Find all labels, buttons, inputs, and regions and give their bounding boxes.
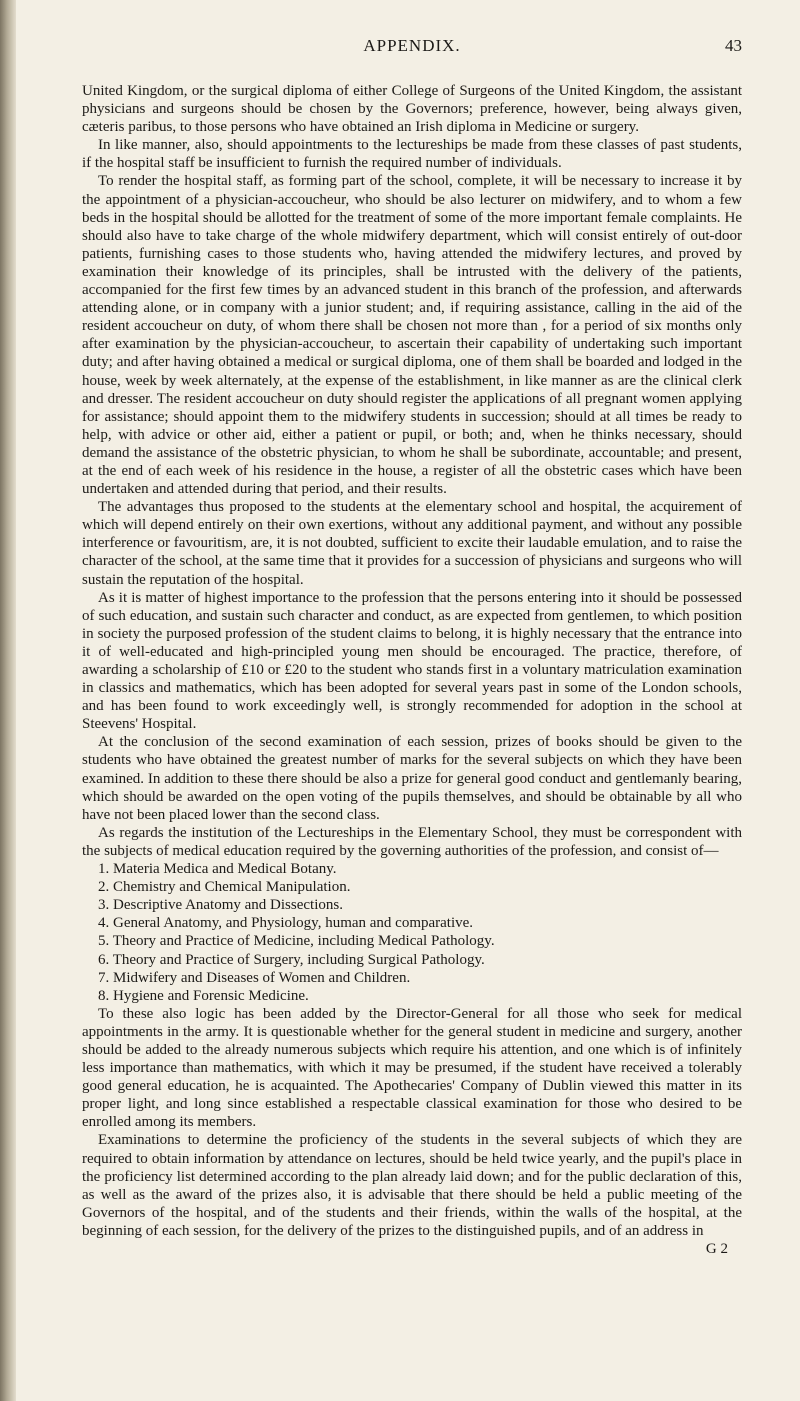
running-head xyxy=(82,36,742,62)
paragraph: To these also logic has been added by the Director-General for all those who seek for medical appointments in the army. It is questionable whether for the general student in medicine and surgery, another should be added to the already numerous subjects which require his attention, and one which is of infinitely less importance than mathematics, with which it may be presumed, if the student have received a tolerably good general education, he is acquainted. The Apothecaries' Company of Dublin viewed this matter in its proper light, and long since established a respectable classical examination for those who desired to be enrolled among its members. xyxy=(82,1005,742,1131)
list-item: 2. Chemistry and Chemical Manipulation. xyxy=(98,879,351,896)
paragraph: As it is matter of highest importance to the profession that the persons entering into it should be possessed of such education, and sustain such character and conduct, as are expected from gentlemen, to which position in society the purposed profession of the student claims to belong, it is highly necessary that the entrance into it of well-educated and high-principled young men should be encouraged. The practice, therefore, of awarding a scholarship of £10 or £20 to the student who stands first in a voluntary matriculation examination in classics and mathematics, which has been adopted for several years past in some of the London schools, and has been found to work exceedingly well, is strongly recommended for adoption in the school at Steevens' Hospital. xyxy=(82,589,742,733)
paragraph: In like manner, also, should appointments to the lectureships be made from these classes of past students, if the hospital staff be insufficient to furnish the required number of individuals. xyxy=(82,137,742,172)
paragraph: At the conclusion of the second examination of each session, prizes of books should be given to the students who have obtained the greatest number of marks for the several subjects on which they have been examined. In addition to these there should be also a prize for general good conduct and gentlemanly bearing, which should be awarded on the open voting of the pupils themselves, and should be obtainable by all who have not been placed lower than the second class. xyxy=(82,734,742,823)
list-item: 1. Materia Medica and Medical Botany. xyxy=(98,861,337,878)
paragraph: To render the hospital staff, as forming part of the school, complete, it will be necessary to increase it by the appointment of a physician-accoucheur, who should be also lecturer on midwifery, and to whom a few beds in the hospital should be allotted for the treatment of some of the more important female complaints. He should also have to take charge of the whole midwifery department, which will consist entirely of out-door patients, furnishing cases to those students who, having attended the midwifery lectures, and proved by examination their knowledge of its principles, shall be intrusted with the delivery of the patients, accompanied for the first few times by an advanced student in this branch of the profession, and afterwards attending alone, or in company with a junior student; and, if requiring assistance, calling in the aid of the resident accoucheur on duty, of whom there shall be chosen not more than , for a period of six months only after examination by the physician-accoucheur, to ascertain their capability of undertaking such important duty; and after having obtained a medical or surgical diploma, one of them shall be boarded and lodged in the house, week by week alternately, at the expense of the establishment, in like manner as are the clinical clerk and dresser. The resident accoucheur on duty should register the applications of all pregnant women applying for assistance; should appoint them to the midwifery students in succession; should at all times be ready to help, with advice or other aid, either a patient or pupil, or both; and, when he thinks necessary, should demand the assistance of the obstetric physician, to whom he shall be subordinate, accountable; and present, at the end of each week of his residence in the house, a register of all the obstetric cases which have been undertaken and attended during that period, and their results. xyxy=(82,173,742,498)
list-item: 3. Descriptive Anatomy and Dissections. xyxy=(98,897,343,914)
signature-mark: G 2 xyxy=(705,1241,728,1257)
list-item: 8. Hygiene and Forensic Medicine. xyxy=(98,987,309,1004)
list-item: 7. Midwifery and Diseases of Women and Children. xyxy=(98,969,411,986)
subject-list xyxy=(82,860,742,1005)
list-item: 5. Theory and Practice of Medicine, including Medical Pathology. xyxy=(98,933,495,950)
list-item: 6. Theory and Practice of Surgery, including Surgical Pathology. xyxy=(98,951,485,968)
paragraph: As regards the institution of the Lectureships in the Elementary School, they must be correspondent with the subjects of medical education required by the governing authorities of the profession, and consist of— xyxy=(82,824,742,859)
page-title: APPENDIX. xyxy=(363,36,461,55)
book-page xyxy=(82,36,742,1258)
paragraph: United Kingdom, or the surgical diploma of either College of Surgeons of the United Kingdom, the assistant physicians and surgeons should be chosen by the Governors; preference, however, being always given, cæteris paribus, to those persons who have obtained an Irish diploma in Medicine or surgery. xyxy=(82,83,742,136)
list-item: 4. General Anatomy, and Physiology, human and comparative. xyxy=(98,915,474,932)
page-number: 43 xyxy=(725,36,742,55)
paragraph: The advantages thus proposed to the students at the elementary school and hospital, the acquirement of which will depend entirely on their own exertions, without any additional payment, and without any possible interference or favouritism, are, it is not doubted, sufficient to excite their laudable emulation, and to raise the character of the school, at the same time that it provides for a succession of physicians and surgeons who will sustain the reputation of the hospital. xyxy=(82,499,742,588)
book-spine-shadow xyxy=(0,0,16,1401)
paragraph: Examinations to determine the proficiency of the students in the several subjects of which they are required to obtain information by attendance on lectures, should be held twice yearly, and the pupil's place in the proficiency list determined according to the plan already laid down; and for the public declaration of this, as well as the award of the prizes also, it is advisable that there should be held a public meeting of the Governors of the hospital, and of the students and their friends, within the walls of the hospital, at the beginning of each session, for the delivery of the prizes to the distinguished pupils, and of an address in xyxy=(82,1132,742,1239)
